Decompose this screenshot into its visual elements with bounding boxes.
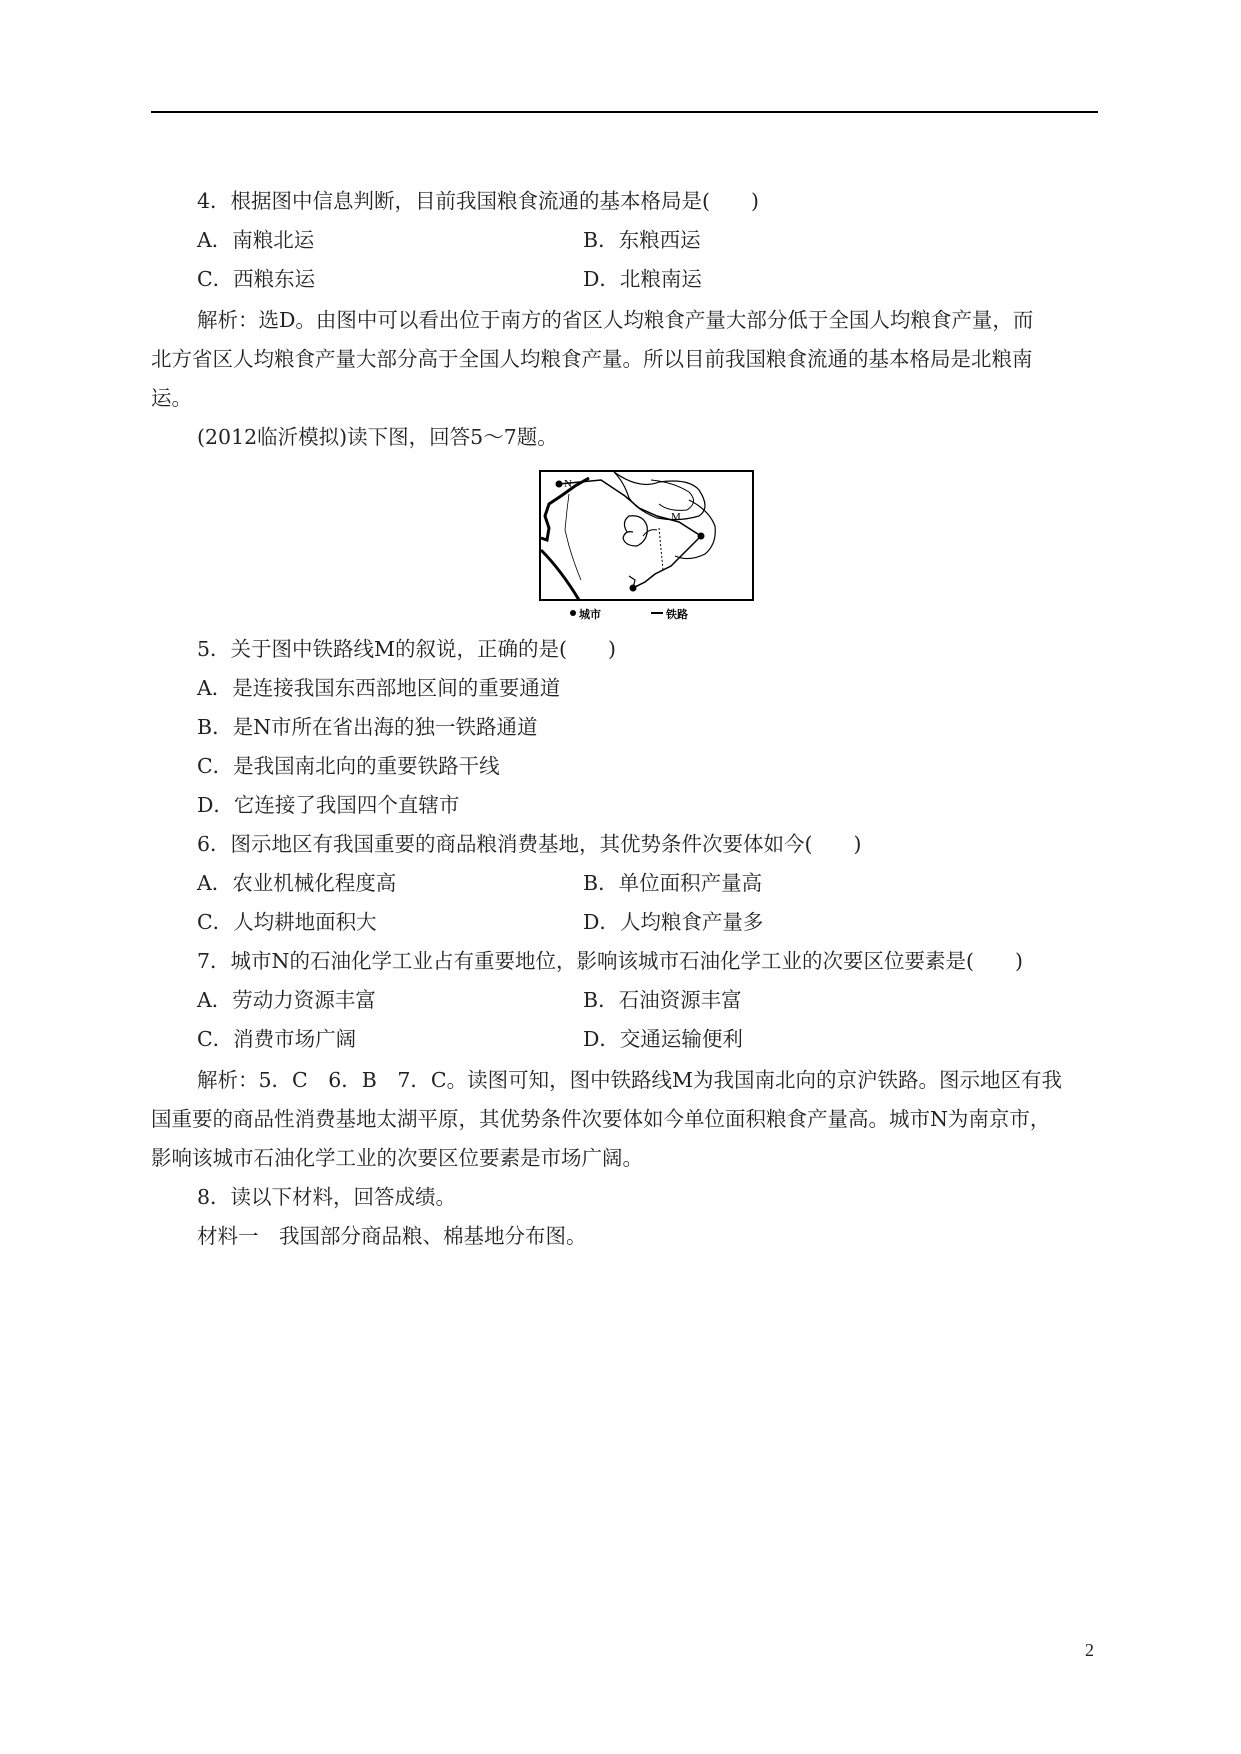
option-6c: C．人均耕地面积大: [197, 910, 377, 934]
option-4a: A．南粮北运: [197, 228, 315, 252]
material-1: 材料一 我国部分商品粮、棉基地分布图。: [197, 1224, 587, 1248]
railway-line-south: [633, 536, 701, 588]
question-8: 8．读以下材料，回答成绩。: [197, 1185, 457, 1209]
option-5a: A．是连接我国东西部地区间的重要通道: [197, 676, 561, 700]
explanation-4-line-1: 解析：选D。由图中可以看出位于南方的省区人均粮食产量大部分低于全国人均粮食产量，而: [197, 308, 1034, 332]
option-5c: C．是我国南北向的重要铁路干线: [197, 754, 500, 778]
option-5b: B．是N市所在省出海的独一铁路通道: [197, 715, 538, 739]
legend-city-label: 城市: [579, 608, 601, 621]
option-4c: C．西粮东运: [197, 267, 316, 291]
explanation-4-line-2: 北方省区人均粮食产量大部分高于全国人均粮食产量。所以目前我国粮食流通的基本格局是北粮南: [151, 347, 1033, 371]
explanation-5-7-line-3: 影响该城市石油化学工业的次要区位要素是市场广阔。: [151, 1146, 643, 1170]
option-4b: B．东粮西运: [583, 228, 701, 252]
explanation-5-7-line-2: 国重要的商品性消费基地太湖平原，其优势条件次要体如今单位面积粮食产量高。城市N为南京市，: [151, 1107, 1051, 1131]
taihu-lake: [623, 516, 647, 546]
option-7d: D．交通运输便利: [583, 1027, 743, 1051]
question-6: 6．图示地区有我国重要的商品粮消费基地，其优势条件次要体如今( ): [197, 832, 862, 856]
header-rule: [151, 111, 1098, 113]
yangtze-estuary: [651, 480, 694, 510]
option-7a: A．劳动力资源丰富: [197, 988, 376, 1012]
question-5: 5．关于图中铁路线M的叙说，正确的是( ): [197, 637, 617, 661]
railway-map-figure: [539, 470, 755, 625]
option-7c: C．消费市场广阔: [197, 1027, 357, 1051]
railway-branch: [659, 528, 663, 570]
explanation-4-line-3: 运。: [151, 386, 192, 410]
option-7b: B．石油资源丰富: [583, 988, 742, 1012]
explanation-5-7-line-1: 解析：5．C 6．B 7．C。读图可知，图中铁路线M为我国南北向的京沪铁路。图示地区有我: [197, 1068, 1063, 1092]
legend-rail-label: 铁路: [666, 608, 688, 621]
label-m: M: [671, 511, 681, 523]
city-n-marker: [556, 481, 563, 488]
coastline: [614, 472, 705, 520]
city-shanghai-marker: [698, 533, 705, 540]
lake-shore: [643, 530, 657, 536]
question-7: 7．城市N的石油化学工业占有重要地位，影响该城市石油化学工业的次要区位要素是( ): [197, 949, 1023, 973]
legend-city-dot: [570, 610, 576, 616]
page-number: 2: [1085, 1640, 1094, 1660]
intro-5-7: (2012临沂模拟)读下图，回答5～7题。: [197, 425, 558, 449]
railway-line-m: [559, 480, 701, 536]
option-5d: D．它连接了我国四个直辖市: [197, 793, 460, 817]
question-4: 4．根据图中信息判断，目前我国粮食流通的基本格局是( ): [197, 189, 760, 213]
option-6a: A．农业机械化程度高: [197, 871, 397, 895]
option-6d: D．人均粮食产量多: [583, 910, 764, 934]
province-boundary-2: [541, 550, 579, 600]
inland-railway: [565, 494, 581, 580]
city-south-marker: [630, 585, 637, 592]
label-n: N: [564, 478, 572, 490]
shoreline-east: [675, 500, 715, 559]
option-4d: D．北粮南运: [583, 267, 702, 291]
option-6b: B．单位面积产量高: [583, 871, 763, 895]
